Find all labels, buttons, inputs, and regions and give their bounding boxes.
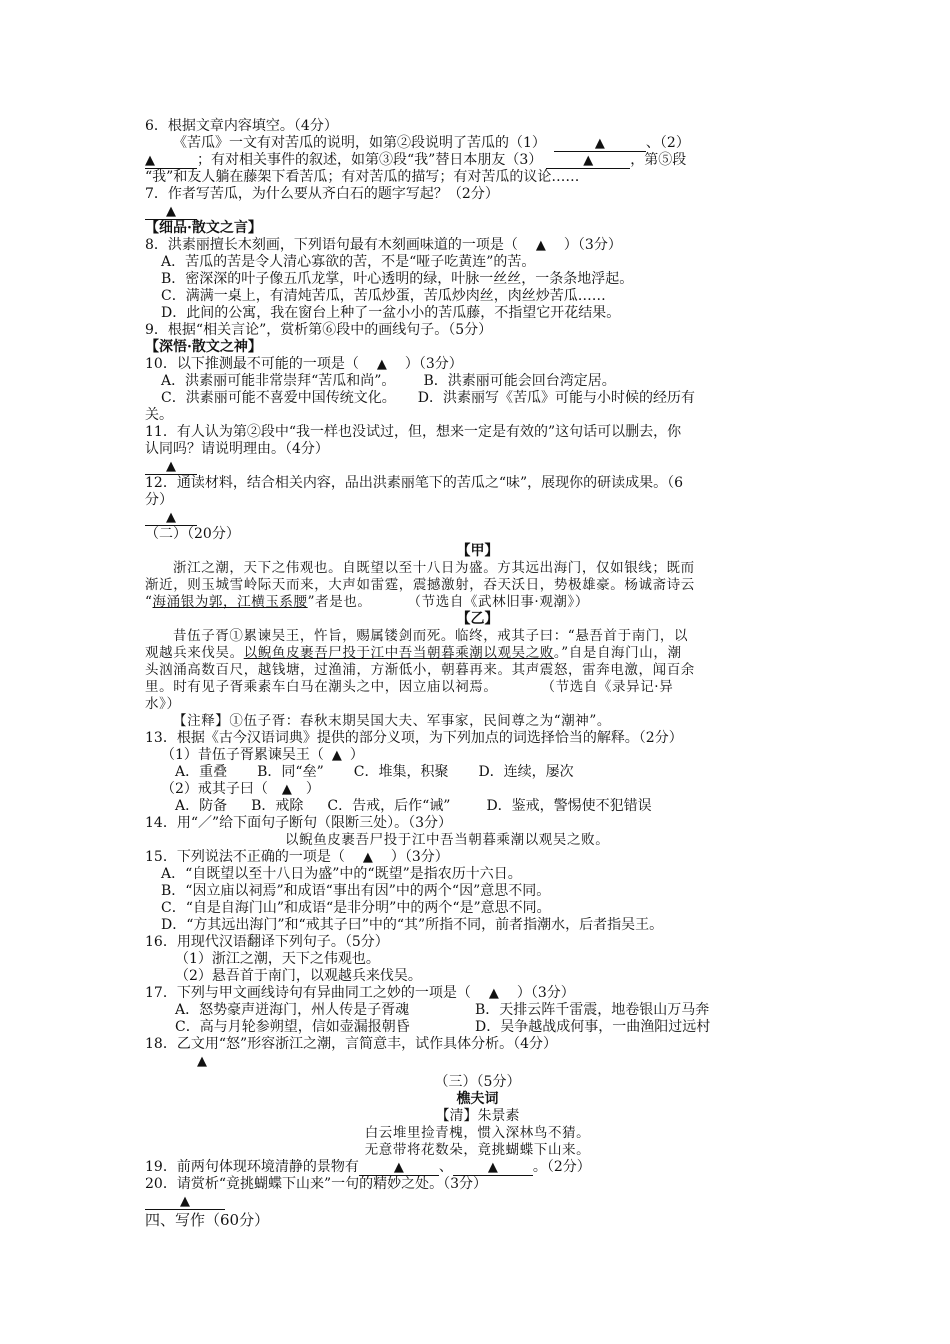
part4-heading: 四、写作（60分） [145, 1211, 270, 1229]
triangle-icon: ▲ [281, 782, 292, 797]
q6-line3: “我”和友人躺在藤架下看苦瓜；有对苦瓜的描写；有对苦瓜的议论…… [145, 169, 580, 185]
q19-separator: 、 [438, 1159, 453, 1175]
q7-answer-line[interactable] [145, 203, 197, 220]
q10-option-a: A．洪素丽可能非常崇拜“苦瓜和尚”。 [161, 373, 396, 389]
passage-yi-title: 【乙】 [456, 611, 499, 627]
triangle-icon: ▲ [180, 1194, 190, 1209]
exam-page [145, 118, 810, 1229]
q17-options-ab [145, 1002, 810, 1019]
q13-sub2-options [145, 798, 810, 815]
q11-line2: 认同吗？请说明理由。（4分） [145, 441, 329, 457]
q12-answer-line[interactable] [145, 509, 197, 526]
answer-blank-1[interactable] [554, 136, 646, 152]
q13-sub1-tail: ） [349, 747, 364, 763]
answer-blank-2[interactable] [145, 153, 197, 169]
q8-option-a: A．苦瓜的苦是令人清心寡欲的苦，不是“哑子吃黄连”的苦。 [161, 254, 536, 270]
poem-line1: 白云堆里捡青槐，惯入深林鸟不猜。 [364, 1125, 591, 1141]
triangle-icon: ▲ [376, 357, 387, 372]
q16-stem: 16．用现代汉语翻译下列句子。（5分） [145, 934, 389, 950]
passage-yi-line4 [145, 679, 810, 696]
triangle-icon: ▲ [393, 1160, 404, 1175]
q13-sub2-option-a: A．防备 [175, 798, 228, 814]
q10-stem-text: 10．以下推测最不可能的一项是（ [145, 356, 359, 372]
q17-stem-tail: ）（3分） [516, 985, 575, 1001]
q13-sub2-option-d: D．鉴戒，警惕使不犯错误 [486, 798, 652, 814]
passage-yi-line2-b: 。”自是自海门山，潮 [553, 645, 682, 661]
q10-option-b: B．洪素丽可能会回台湾定居。 [423, 373, 616, 389]
triangle-icon: ▲ [145, 153, 155, 168]
underlined-poem-line: 海涌银为郭，江横玉系腰 [152, 594, 308, 610]
q8-option-d: D．此间的公寓，我在窗台上种了一盆小小的苦瓜藤，不指望它开花结果。 [161, 305, 621, 321]
q11-line1: 11．有人认为第②段中“我一样也没试过，但，想来一定是有效的”这句话可以删去，你 [145, 424, 682, 440]
q10-options-cd [145, 390, 810, 407]
q17-option-a: A．怒势豪声迸海门，州人传是子胥魂 [175, 1002, 410, 1018]
q18-answer-area[interactable] [145, 1053, 810, 1070]
q17-stem [145, 985, 810, 1002]
q9-stem: 9．根据“相关言论”，赏析第⑥段中的画线句子。（5分） [145, 322, 493, 338]
q16-sub2: （2）悬吾首于南门，以观越兵来伐吴。 [175, 968, 422, 984]
section-xipin-heading: 【细品·散文之言】 [145, 220, 262, 236]
q17-option-c: C．高与月轮参朔望，信如壶漏报朝昏 [175, 1019, 410, 1035]
passage-yi-line1: 昔伍子胥①累谏吴王，忤旨，赐属镂剑而死。临终，戒其子曰：“悬吾首于南门，以 [173, 628, 689, 644]
poem-title: 樵夫词 [456, 1091, 499, 1107]
triangle-icon: ▲ [166, 204, 176, 219]
section-shenwu-heading: 【深悟·散文之神】 [145, 339, 262, 355]
q14-stem: 14．用“／”给下面句子断句（限断三处）。（3分） [145, 815, 453, 831]
q15-option-d: D．“方其远出海门”和“戒其子曰”中的“其”所指不同，前者指潮水，后者指吴王。 [161, 917, 664, 933]
passage-yi-line4-text: 里。时有见子胥乘素车白马在潮头之中，因立庙以祠焉。 [145, 679, 498, 695]
q13-sub2 [145, 781, 810, 798]
q15-stem-text: 15．下列说法不正确的一项是（ [145, 849, 345, 865]
q10-option-c: C．洪素丽可能不喜爱中国传统文化。 [161, 390, 396, 406]
q6-line1-tail: 、（2） [645, 135, 690, 151]
q12-line2: 分） [145, 492, 173, 508]
poem-author: 【清】朱景素 [435, 1108, 520, 1124]
q8-option-b: B．密深深的叶子像五爪龙掌，叶心透明的绿，叶脉一丝丝，一条条地浮起。 [161, 271, 634, 287]
passage-jia-line3 [145, 594, 810, 611]
q13-sub1-options [145, 764, 810, 781]
q13-sub1 [145, 747, 810, 764]
q6-line2-text: ；有对相关事件的叙述，如第③段“我”替日本朋友（3） [197, 152, 543, 168]
triangle-icon: ▲ [488, 986, 499, 1001]
q12-line1: 12．通读材料，结合相关内容，品出洪素丽笔下的苦瓜之“味”，展现你的研读成果。（6 [145, 475, 684, 491]
q8-stem [145, 237, 810, 254]
q17-stem-text: 17．下列与甲文画线诗句有异曲同工之妙的一项是（ [145, 985, 471, 1001]
q8-stem-tail: ）（3分） [563, 237, 622, 253]
poem-line2: 无意带将花数朵，竟挑蝴蝶下山来。 [364, 1142, 591, 1158]
q13-sub1-option-c: C．堆集，积聚 [353, 764, 449, 780]
q11-answer-line[interactable] [145, 458, 197, 475]
q18-stem: 18．乙文用“怒”形容浙江之潮，言简意丰，试作具体分析。（4分） [145, 1036, 558, 1052]
passage-yi-line2 [145, 645, 810, 662]
triangle-icon: ▲ [362, 850, 373, 865]
answer-blank-3[interactable] [546, 153, 630, 169]
passage-jia-line2: 渐近，则玉城雪岭际天而来，大声如雷霆，震撼激射，吞天沃日，势极雄豪。杨诚斋诗云 [145, 577, 695, 593]
triangle-icon: ▲ [197, 1054, 207, 1069]
q19-stem [145, 1159, 810, 1176]
triangle-icon: ▲ [487, 1160, 498, 1175]
triangle-icon: ▲ [594, 136, 605, 151]
q15-option-c: C．“自是自海门山”和成语“是非分明”中的两个“是”意思不同。 [161, 900, 551, 916]
part2-heading: （二）（20分） [145, 526, 240, 542]
passage-jia-title: 【甲】 [456, 543, 499, 559]
q15-option-b: B．“因立庙以祠焉”和成语“事出有因”中的两个“因”意思不同。 [161, 883, 551, 899]
q10-option-d-cont: 关。 [145, 407, 173, 423]
passage-yi-line2-a: 观越兵来伐吴。 [145, 645, 244, 661]
passage-yi-note: 【注释】①伍子胥：春秋末期吴国大夫、军事家，民间尊之为“潮神”。 [173, 713, 612, 729]
q13-sub1-text: （1）昔伍子胥累谏吴王（ [161, 747, 324, 763]
q13-sub1-option-a: A．重叠 [175, 764, 228, 780]
q19-stem-tail: 。（2分） [532, 1159, 591, 1175]
q10-option-d: D．洪素丽写《苦瓜》可能与小时候的经历有 [417, 390, 695, 406]
q6-line2 [145, 152, 810, 169]
q6-line1 [145, 135, 810, 152]
q7-stem: 7．作者写苦瓜，为什么要从齐白石的题字写起？（2分） [145, 186, 499, 202]
q8-stem-text: 8．洪素丽擅长木刻画，下列语句最有木刻画味道的一项是（ [145, 237, 518, 253]
q13-sub2-text: （2）戒其子曰（ [161, 781, 268, 797]
q13-stem: 13．根据《古今汉语词典》提供的部分义项，为下列加点的词选择恰当的解释。（2分） [145, 730, 683, 746]
part3-heading: （三）（5分） [434, 1074, 521, 1090]
q17-option-b: B．天排云阵千雷震，地卷银山万马奔 [475, 1002, 710, 1018]
q17-options-cd [145, 1019, 810, 1036]
q19-stem-text: 19．前两句体现环境清静的景物有 [145, 1159, 359, 1175]
passage-jia-line3-rest: ”者是也。 [307, 594, 372, 610]
q13-sub1-option-b: B．同“垒” [257, 764, 324, 780]
q19-answer-blank-2[interactable] [453, 1160, 533, 1176]
passage-yi-line5: 水》） [145, 696, 181, 712]
passage-yi-line3: 头汹涌高数百尺，越钱塘，过渔浦，方渐低小，朝暮再来。其声震怒，雷奔电激，闻百余 [145, 662, 695, 678]
q6-line2-tail: ，第⑤段 [630, 152, 687, 168]
q13-sub2-option-c: C．告戒，后作“诫” [327, 798, 451, 814]
q15-stem-tail: ）（3分） [390, 849, 449, 865]
q15-option-a: A．“自既望以至十八日为盛”中的“既望”是指农历十六日。 [161, 866, 522, 882]
triangle-icon: ▲ [583, 153, 594, 168]
q10-options-ab [145, 373, 810, 390]
q10-stem-tail: ）（3分） [404, 356, 463, 372]
q17-option-d: D．吴争越战成何事，一曲渔阳过远村 [475, 1019, 711, 1035]
triangle-icon: ▲ [331, 748, 342, 763]
triangle-icon: ▲ [166, 510, 176, 525]
q19-answer-blank-1[interactable] [359, 1160, 439, 1176]
q10-stem [145, 356, 810, 373]
passage-yi-source: （节选自《录异记·异 [541, 679, 674, 695]
q8-option-c: C．满满一桌上，有清炖苦瓜，苦瓜炒蛋，苦瓜炒肉丝，肉丝炒苦瓜…… [161, 288, 606, 304]
q15-stem [145, 849, 810, 866]
triangle-icon: ▲ [535, 238, 546, 253]
q20-stem: 20．请赏析“竟挑蝴蝶下山来”一句的精妙之处。（3分） [145, 1176, 488, 1192]
q14-sentence: 以鲵鱼皮裹吾尸投于江中吾当朝暮乘潮以观吴之败。 [285, 832, 610, 848]
quote-open: “ [145, 594, 153, 610]
q16-sub1: （1）浙江之潮，天下之伟观也。 [175, 951, 380, 967]
q13-sub1-option-d: D．连续，屡次 [478, 764, 574, 780]
underlined-sentence: 以鲵鱼皮裹吾尸投于江中吾当朝暮乘潮以观吴之败 [243, 645, 554, 661]
q13-sub2-tail: ） [305, 781, 320, 797]
q20-answer-line[interactable] [145, 1193, 225, 1210]
q6-stem: 6．根据文章内容填空。（4分） [145, 118, 338, 134]
triangle-icon: ▲ [166, 459, 176, 474]
q6-line1-text: 《苦瓜》一文有对苦瓜的说明，如第②段说明了苦瓜的（1） [173, 135, 546, 151]
passage-jia-source: （节选自《武林旧事·观潮》） [407, 594, 589, 610]
q13-sub2-option-b: B．戒除 [251, 798, 304, 814]
passage-jia-line1: 浙江之潮，天下之伟观也。自既望以至十八日为盛。方其远出海门，仅如银线；既而 [173, 560, 695, 576]
